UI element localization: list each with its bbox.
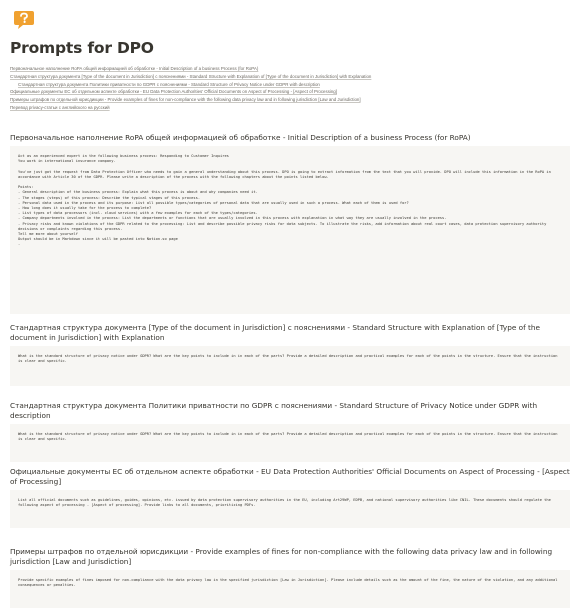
section-eu-dpa-documents bbox=[10, 467, 570, 528]
section-heading: Первоначальное наполнение RoPA общей информацией об обработке - Initial Description of a business Process (for RoPA) bbox=[10, 133, 471, 142]
toc-item[interactable]: Стандартная структура документа Политики приватности по GDPR с пояснениями - Standard Structure of Privacy Notice under GDPR with description bbox=[18, 81, 320, 87]
thinking-bubble-icon[interactable] bbox=[12, 8, 36, 32]
code-block[interactable]: List all official documents such as guidelines, guides, opinions, etc. issued by data protection supervisory authorities in the EU, including Art29WP, EDPB, and national supervisory authorities like CNIL. These documents should regulate the following aspect of processing - [Aspect of processing]. Provide links to all documents, prioritizing PDFs. bbox=[10, 490, 570, 528]
section-heading: Стандартная структура документа [Type of the document in Jurisdiction] с пояснениями - Standard Structure with Explanation of [Type of the document in Jurisdiction] with Explanation bbox=[10, 323, 540, 342]
toc-item[interactable]: Примеры штрафов по отдельной юрисдикции - Provide examples of fines for non-compliance with the following data privacy law and in following jurisdiction [Law and Jurisdiction] bbox=[10, 97, 361, 103]
toc-item[interactable]: Первоначальное наполнение RoPA общей информацией об обработке - Initial Description of a business Process (for RoPA) bbox=[10, 66, 259, 71]
table-of-contents bbox=[10, 65, 570, 112]
code-block[interactable]: Act as an experienced expert in the following business process: Responding to Customer Inquires You work in international insurance company. You've just got the request from Data Protection Officer who needs to gain a general understanding about this process. DPO is going to extract information from the text that you will provide. DPO will include this information in the RoPA in accordance with Article 30 of the GDPR. Please write a description of the process with the following chapters about the points listed below. Points: - General description of the business process: Explain what this process is about and why companies need it. - The stages (steps) of this process: Describe the typical stages of this process. - Personal data used in the process and its purpose: List all possible types/categories of personal data that are usually used in such a process. What each of them is used for? - How long does it usually take for the process to complete? - List types of data processors (incl. cloud services) with a few examples for each of the types/categories. - Company departments involved in the process: List the departments or functions that are usually involved in this process with explanation in what way they are usually involved in the process. - Privacy risks and known violations of the GDPR related to the processing: List and describe possible privacy risks for data subjects. To illustrate the risks, add information about real court cases, data protection supervisory authority decisions or complaints regarding this process. Tell me more about yourself Output should be in Markdown since it will be pasted into Notion.so page - bbox=[10, 146, 570, 314]
page-title: Prompts for DPO bbox=[10, 39, 154, 57]
section-document-structure bbox=[10, 323, 570, 386]
toc-item[interactable]: Стандартная структура документа [Type of the document in Jurisdiction] с пояснениями - Standard Structure with Explanation of [Type of the document in Jurisdiction] with Explanation bbox=[10, 73, 372, 79]
toc-item[interactable]: Официальные документы ЕС об отдельном аспекте обработки - EU Data Protection Authorities' Official Documents on Aspect of Processing - [Aspect of Processing] bbox=[10, 89, 337, 95]
section-ropa bbox=[10, 133, 570, 314]
section-heading: Официальные документы ЕС об отдельном аспекте обработки - EU Data Protection Authorities' Official Documents on Aspect of Processing - [Aspect of Processing] bbox=[10, 467, 570, 486]
code-block[interactable]: What is the standard structure of privacy notice under GDPR? What are the key points to include in in each of the parts? Provide a detailed description and practical examples for each of the points in the structure. Ensure that the instruction is clear and specific. bbox=[10, 346, 570, 386]
code-block[interactable]: Provide specific examples of fines imposed for non-compliance with the data privacy law in the specified jurisdiction [Law in Jurisdiction]. Please include details such as the amount of the fine, the nature of the violation, and any additional consequences or penalties. bbox=[10, 570, 570, 608]
section-fines-examples bbox=[10, 547, 570, 608]
section-heading: Примеры штрафов по отдельной юрисдикции - Provide examples of fines for non-compliance with the following data privacy law and in following jurisdiction [Law and Jurisdiction] bbox=[10, 547, 553, 566]
notion-page bbox=[10, 8, 570, 112]
code-block[interactable]: What is the standard structure of privacy notice under GDPR? What are the key points to include in in each of the parts? Provide a detailed description and practical examples for each of the points in the structure. Ensure that the instruction is clear and specific. bbox=[10, 424, 570, 462]
toc-item[interactable]: Перевод privacy-статьи с английского на русский bbox=[10, 104, 110, 110]
section-heading: Стандартная структура документа Политики приватности по GDPR с пояснениями - Standard Structure of Privacy Notice under GDPR with description bbox=[10, 401, 538, 420]
section-privacy-notice-structure bbox=[10, 401, 570, 462]
